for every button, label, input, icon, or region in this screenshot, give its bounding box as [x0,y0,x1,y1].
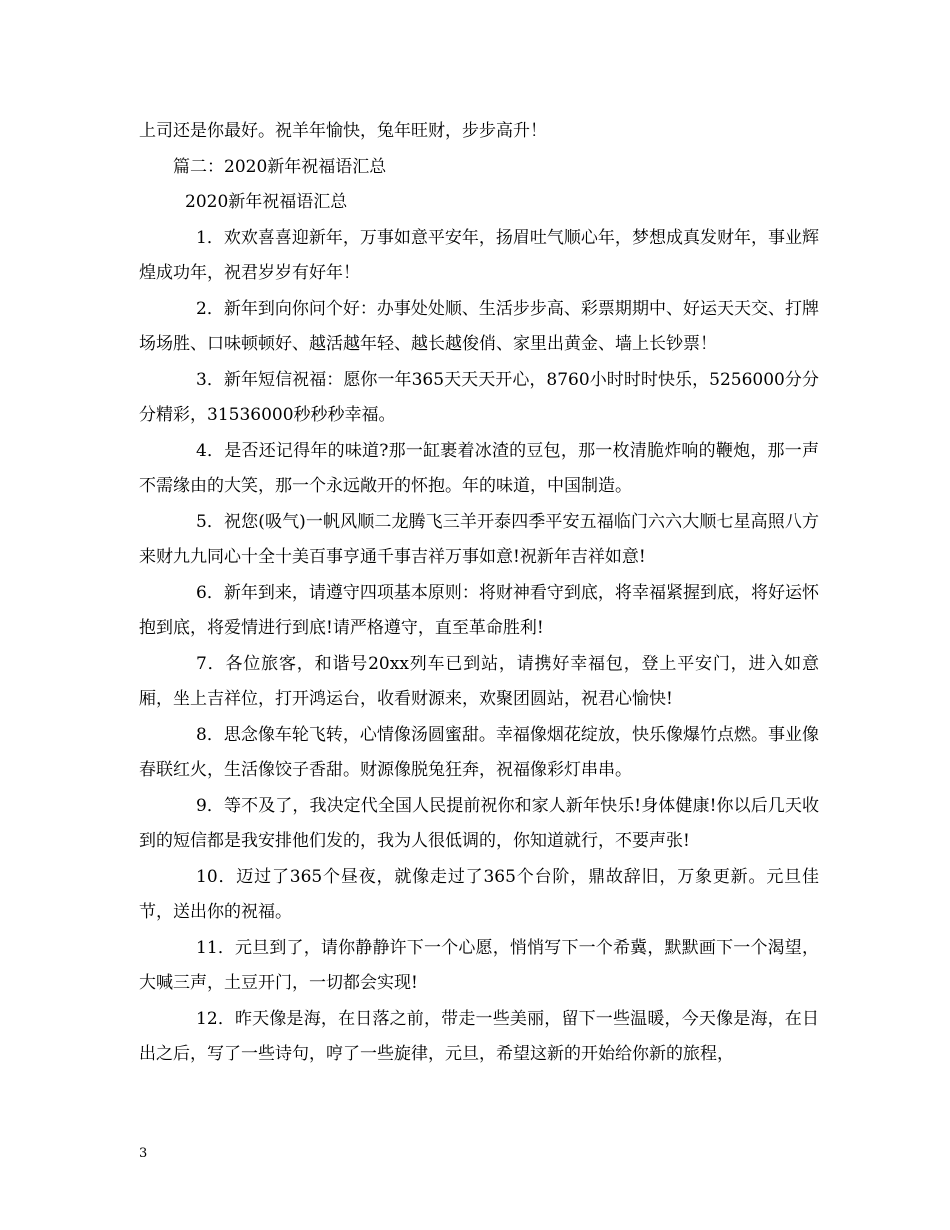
section-heading: 篇二：2020新年祝福语汇总 [173,156,387,177]
list-item: 6．新年到来，请遵守四项基本原则：将财神看守到底，将幸福紧握到底，将好运怀抱到底，将爱情进行到底!请严格遵守，直至革命胜利! [139,582,819,638]
list-item: 2．新年到向你问个好：办事处处顺、生活步步高、彩票期期中、好运天天交、打牌场场胜、口味顿顿好、越活越年轻、越长越俊俏、家里出黄金、墙上长钞票！ [139,298,819,354]
list-item: 1．欢欢喜喜迎新年，万事如意平安年，扬眉吐气顺心年，梦想成真发财年，事业辉煌成功年，祝君岁岁有好年！ [139,227,819,283]
page-number: 3 [139,1146,148,1161]
list-item: 9．等不及了，我决定代全国人民提前祝你和家人新年快乐!身体健康!你以后几天收到的短信都是我安排他们发的，我为人很低调的，你知道就行，不要声张! [139,795,819,851]
list-item: 10．迈过了365个昼夜，就像走过了365个台阶，鼎故辞旧，万象更新。元旦佳节，送出你的祝福。 [139,866,819,922]
list-item: 12．昨天像是海，在日落之前，带走一些美丽，留下一些温暖，今天像是海，在日出之后，写了一些诗句，哼了一些旋律，元旦，希望这新的开始给你新的旅程， [139,1008,819,1064]
list-item: 11．元旦到了，请你静静许下一个心愿，悄悄写下一个希冀，默默画下一个渴望，大喊三声，土豆开门，一切都会实现! [139,937,819,993]
list-item: 4．是否还记得年的味道?那一缸裹着冰渣的豆包，那一枚清脆炸响的鞭炮，那一声不需缘由的大笑，那一个永远敞开的怀抱。年的味道，中国制造。 [139,440,819,496]
list-item: 8．思念像车轮飞转，心情像汤圆蜜甜。幸福像烟花绽放，快乐像爆竹点燃。事业像春联红火，生活像饺子香甜。财源像脱兔狂奔，祝福像彩灯串串。 [139,724,819,780]
list-item: 7．各位旅客，和谐号20xx列车已到站，请携好幸福包，登上平安门，进入如意厢，坐上吉祥位，打开鸿运台，收看财源来，欢聚团圆站，祝君心愉快! [139,653,819,709]
section-subtitle: 2020新年祝福语汇总 [185,192,348,212]
page-body [139,114,819,1073]
intro-line: 上司还是你最好。祝羊年愉快，兔年旺财，步步高升！ [139,121,547,141]
list-item: 3．新年短信祝福：愿你一年365天天天开心，8760小时时时快乐，5256000分分分精彩，31536000秒秒秒幸福。 [139,369,819,425]
list-item: 5．祝您(吸气)一帆风顺二龙腾飞三羊开泰四季平安五福临门六六大顺七星高照八方来财九九同心十全十美百事亨通千事吉祥万事如意!祝新年吉祥如意! [139,511,819,567]
